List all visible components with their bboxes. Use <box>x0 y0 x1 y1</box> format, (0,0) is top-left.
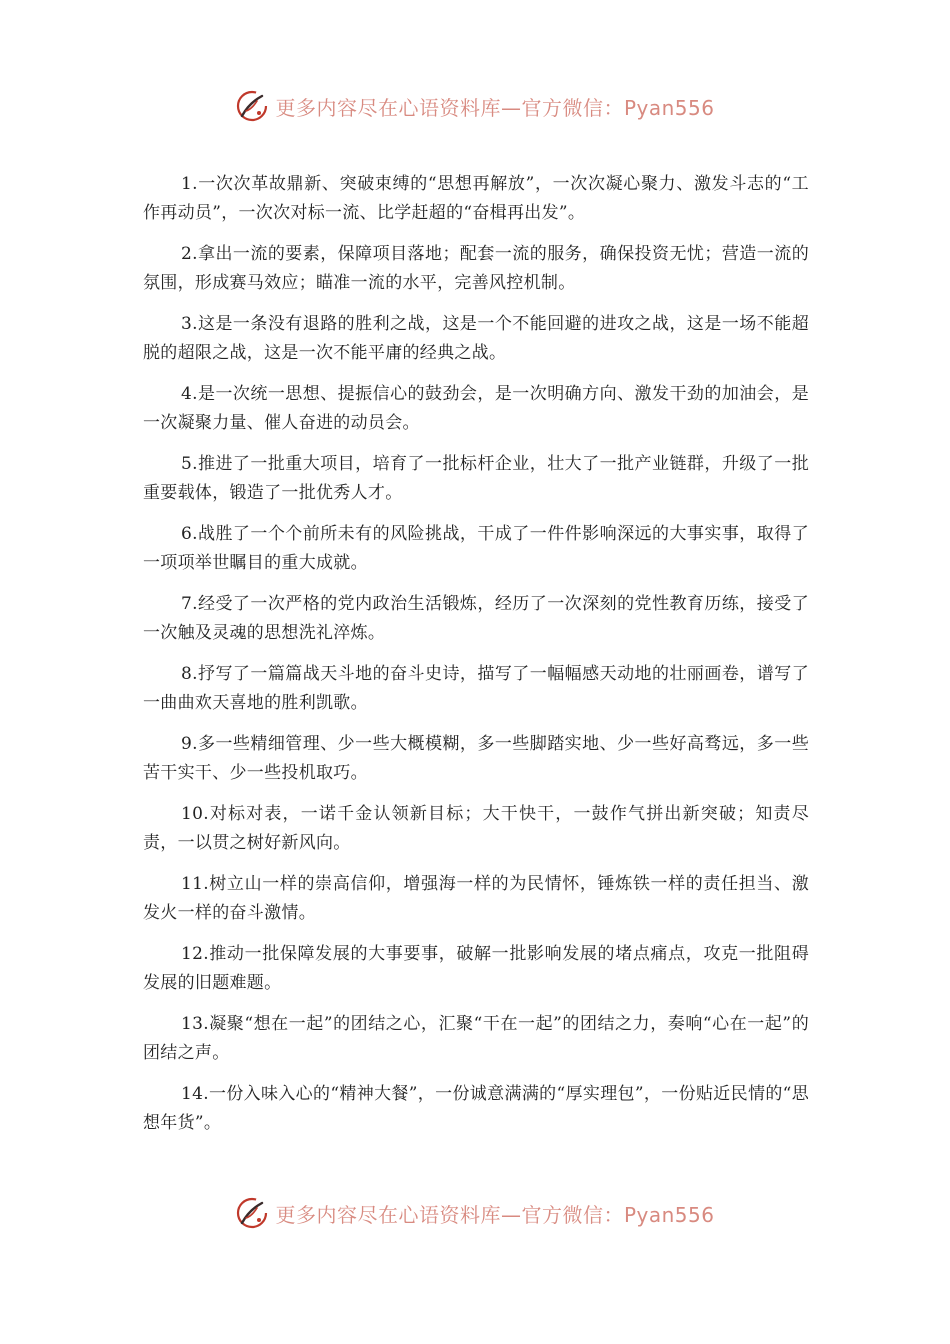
footer-banner <box>0 1190 950 1236</box>
header-banner-text: 更多内容尽在心语资料库—官方微信：Pyan556 <box>275 95 715 120</box>
footer-banner-text: 更多内容尽在心语资料库—官方微信：Pyan556 <box>275 1202 715 1227</box>
paragraph-8: 8.抒写了一篇篇战天斗地的奋斗史诗，描写了一幅幅感天动地的壮丽画卷，谱写了一曲曲欢天喜地的胜利凯歌。 <box>143 664 809 713</box>
paragraph-1: 1.一次次革故鼎新、突破束缚的“思想再解放”，一次次凝心聚力、激发斗志的“工作再动员”，一次次对标一流、比学赶超的“奋楫再出发”。 <box>143 174 809 223</box>
paragraph-13: 13.凝聚“想在一起”的团结之心，汇聚“干在一起”的团结之力，奏响“心在一起”的团结之声。 <box>143 1014 809 1063</box>
paragraph-7: 7.经受了一次严格的党内政治生活锻炼，经历了一次深刻的党性教育历练，接受了一次触及灵魂的思想洗礼淬炼。 <box>143 594 809 643</box>
paragraph-10: 10.对标对表，一诺千金认领新目标；大干快干，一鼓作气拼出新突破；知责尽责，一以贯之树好新风向。 <box>143 804 809 853</box>
header-banner <box>0 83 950 129</box>
calligraphy-brush-logo-icon <box>235 89 269 123</box>
paragraph-12: 12.推动一批保障发展的大事要事，破解一批影响发展的堵点痛点，攻克一批阻碍发展的旧题难题。 <box>143 944 809 993</box>
paragraph-3: 3.这是一条没有退路的胜利之战，这是一个不能回避的进攻之战，这是一场不能超脱的超限之战，这是一次不能平庸的经典之战。 <box>143 314 809 363</box>
paragraph-4: 4.是一次统一思想、提振信心的鼓劲会，是一次明确方向、激发干劲的加油会，是一次凝聚力量、催人奋进的动员会。 <box>143 384 809 433</box>
paragraph-6: 6.战胜了一个个前所未有的风险挑战，干成了一件件影响深远的大事实事，取得了一项项举世瞩目的重大成就。 <box>143 524 809 573</box>
paragraph-5: 5.推进了一批重大项目，培育了一批标杆企业，壮大了一批产业链群，升级了一批重要载体，锻造了一批优秀人才。 <box>143 454 809 503</box>
paragraph-9: 9.多一些精细管理、少一些大概模糊，多一些脚踏实地、少一些好高骛远，多一些苦干实干、少一些投机取巧。 <box>143 734 809 783</box>
calligraphy-brush-logo-icon <box>235 1196 269 1230</box>
document-body <box>143 170 809 1150</box>
paragraph-2: 2.拿出一流的要素，保障项目落地；配套一流的服务，确保投资无忧；营造一流的氛围，形成赛马效应；瞄准一流的水平，完善风控机制。 <box>143 244 809 293</box>
paragraph-11: 11.树立山一样的崇高信仰，增强海一样的为民情怀，锤炼铁一样的责任担当、激发火一样的奋斗激情。 <box>143 874 809 923</box>
paragraph-14: 14.一份入味入心的“精神大餐”，一份诚意满满的“厚实理包”，一份贴近民情的“思想年货”。 <box>143 1084 809 1133</box>
